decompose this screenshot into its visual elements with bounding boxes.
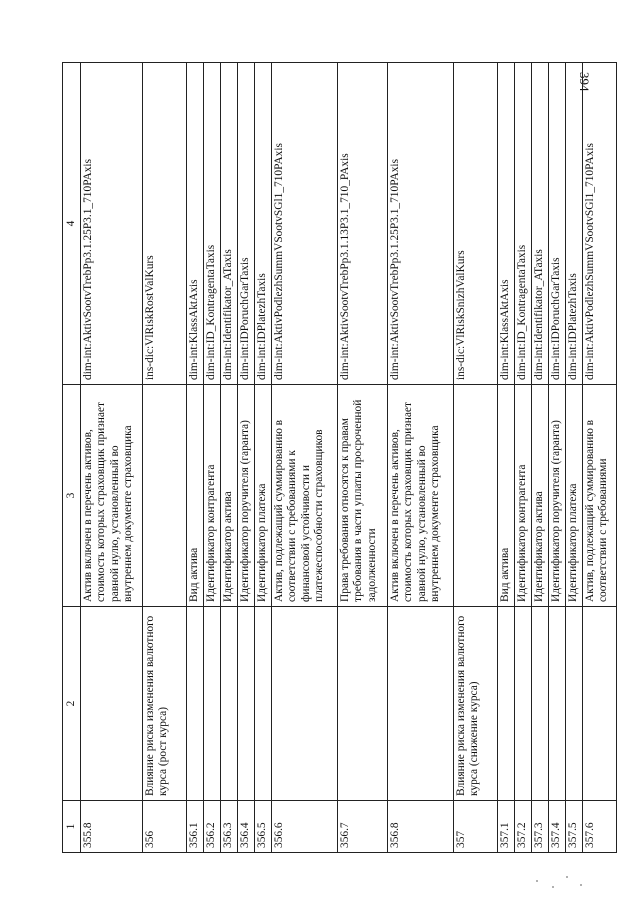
table-row bbox=[532, 63, 549, 853]
row-number-cell: 357.1 bbox=[498, 801, 515, 853]
row-name-cell bbox=[272, 607, 338, 801]
row-description-cell: Идентификатор платежа bbox=[255, 385, 272, 607]
table-row bbox=[338, 63, 388, 853]
row-number-cell: 356.4 bbox=[238, 801, 255, 853]
header-cell-1: 1 bbox=[63, 801, 81, 853]
row-description-cell: Идентификатор платежа bbox=[566, 385, 583, 607]
row-description-cell bbox=[143, 385, 187, 607]
table-row bbox=[204, 63, 221, 853]
table-row bbox=[143, 63, 187, 853]
table-header-row bbox=[63, 63, 81, 853]
table-row bbox=[454, 63, 498, 853]
row-description-cell: Идентификатор контрагента bbox=[515, 385, 532, 607]
table-row bbox=[388, 63, 454, 853]
row-code-cell: dim-int:KlassAktAxis bbox=[498, 63, 515, 385]
row-number-cell: 357.6 bbox=[583, 801, 617, 853]
row-name-cell bbox=[221, 607, 238, 801]
row-name-cell: Влияние риска изменения валютного курса (снижение курса) bbox=[454, 607, 498, 801]
row-code-cell: ins-dic:VlRiskSnizhValKurs bbox=[454, 63, 498, 385]
row-description-cell: Актив включен в перечень активов, стоимость которых страховщик признает равной нулю, установленный во внутреннем документе страховщика bbox=[81, 385, 143, 607]
row-code-cell: dim-int:AktivSootvTrebPp3.1.13P3.1_710_PAxis bbox=[338, 63, 388, 385]
row-description-cell: Вид актива bbox=[498, 385, 515, 607]
row-code-cell: dim-int:AktivPodlezhSummVSootvSGl1_710PAxis bbox=[272, 63, 338, 385]
row-name-cell bbox=[515, 607, 532, 801]
row-description-cell: Актив, подлежащий суммированию в соответствии с требованиями bbox=[583, 385, 617, 607]
page-number: 394 bbox=[577, 72, 592, 92]
scan-speck bbox=[552, 886, 554, 888]
row-name-cell bbox=[583, 607, 617, 801]
header-cell-3: 3 bbox=[63, 385, 81, 607]
row-number-cell: 356.1 bbox=[187, 801, 204, 853]
row-code-cell: dim-int:AktivPodlezhSummVSootvSGl1_710PAxis bbox=[583, 63, 617, 385]
scan-speck bbox=[536, 880, 538, 882]
table-row bbox=[566, 63, 583, 853]
row-name-cell: Влияние риска изменения валютного курса (рост курса) bbox=[143, 607, 187, 801]
row-number-cell: 356.5 bbox=[255, 801, 272, 853]
row-description-cell bbox=[454, 385, 498, 607]
row-name-cell bbox=[238, 607, 255, 801]
row-description-cell: Идентификатор контрагента bbox=[204, 385, 221, 607]
table-row bbox=[583, 63, 617, 853]
row-code-cell: dim-int:IDPoruchGarTaxis bbox=[238, 63, 255, 385]
row-name-cell bbox=[187, 607, 204, 801]
row-name-cell bbox=[498, 607, 515, 801]
row-number-cell: 357.5 bbox=[566, 801, 583, 853]
row-name-cell bbox=[255, 607, 272, 801]
row-description-cell: Идентификатор актива bbox=[221, 385, 238, 607]
row-code-cell: ins-dic:VlRiskRostValKurs bbox=[143, 63, 187, 385]
row-description-cell: Актив включен в перечень активов, стоимость которых страховщик признает равной нулю, установленный во внутреннем документе страховщика bbox=[388, 385, 454, 607]
row-number-cell: 356.8 bbox=[388, 801, 454, 853]
table-row bbox=[187, 63, 204, 853]
header-cell-2: 2 bbox=[63, 607, 81, 801]
row-description-cell: Вид актива bbox=[187, 385, 204, 607]
row-code-cell: dim-int:KlassAktAxis bbox=[187, 63, 204, 385]
scan-speck bbox=[566, 876, 568, 878]
row-code-cell: dim-int:Identifikator_ATaxis bbox=[221, 63, 238, 385]
row-number-cell: 357.4 bbox=[549, 801, 566, 853]
row-number-cell: 355.8 bbox=[81, 801, 143, 853]
row-number-cell: 357 bbox=[454, 801, 498, 853]
row-number-cell: 357.3 bbox=[532, 801, 549, 853]
row-number-cell: 356 bbox=[143, 801, 187, 853]
row-code-cell: dim-int:IDPlatezhTaxis bbox=[255, 63, 272, 385]
attribute-table bbox=[62, 62, 617, 853]
row-name-cell bbox=[532, 607, 549, 801]
row-description-cell: Права требования относятся к правам требования в части уплаты просроченной задолженности bbox=[338, 385, 388, 607]
table-row bbox=[498, 63, 515, 853]
table-row bbox=[549, 63, 566, 853]
row-name-cell bbox=[388, 607, 454, 801]
row-code-cell: dim-int:AktivSootvTrebPp3.1.25P3.1_710PAxis bbox=[388, 63, 454, 385]
row-name-cell bbox=[81, 607, 143, 801]
table-row bbox=[255, 63, 272, 853]
row-description-cell: Актив, подлежащий суммированию в соответствии с требованиями к финансовой устойчивости и платежеспособности страховщиков bbox=[272, 385, 338, 607]
row-code-cell: dim-int:Identifikator_ATaxis bbox=[532, 63, 549, 385]
row-code-cell: dim-int:IDPlatezhTaxis bbox=[566, 63, 583, 385]
row-name-cell bbox=[549, 607, 566, 801]
table-row bbox=[515, 63, 532, 853]
row-name-cell bbox=[566, 607, 583, 801]
row-number-cell: 356.3 bbox=[221, 801, 238, 853]
row-code-cell: dim-int:AktivSootvTrebPp3.1.25P3.1_710PAxis bbox=[81, 63, 143, 385]
row-number-cell: 356.7 bbox=[338, 801, 388, 853]
row-number-cell: 357.2 bbox=[515, 801, 532, 853]
row-number-cell: 356.2 bbox=[204, 801, 221, 853]
header-cell-4: 4 bbox=[63, 63, 81, 385]
table-row bbox=[221, 63, 238, 853]
row-code-cell: dim-int:ID_KontragentaTaxis bbox=[515, 63, 532, 385]
row-code-cell: dim-int:ID_KontragentaTaxis bbox=[204, 63, 221, 385]
row-name-cell bbox=[338, 607, 388, 801]
row-number-cell: 356.6 bbox=[272, 801, 338, 853]
scan-speck bbox=[580, 884, 582, 886]
row-description-cell: Идентификатор актива bbox=[532, 385, 549, 607]
row-code-cell: dim-int:IDPoruchGarTaxis bbox=[549, 63, 566, 385]
row-description-cell: Идентификатор поручителя (гаранта) bbox=[549, 385, 566, 607]
row-name-cell bbox=[204, 607, 221, 801]
rotated-table-container bbox=[62, 63, 610, 853]
row-description-cell: Идентификатор поручителя (гаранта) bbox=[238, 385, 255, 607]
table-row bbox=[81, 63, 143, 853]
table-row bbox=[238, 63, 255, 853]
table-row bbox=[272, 63, 338, 853]
